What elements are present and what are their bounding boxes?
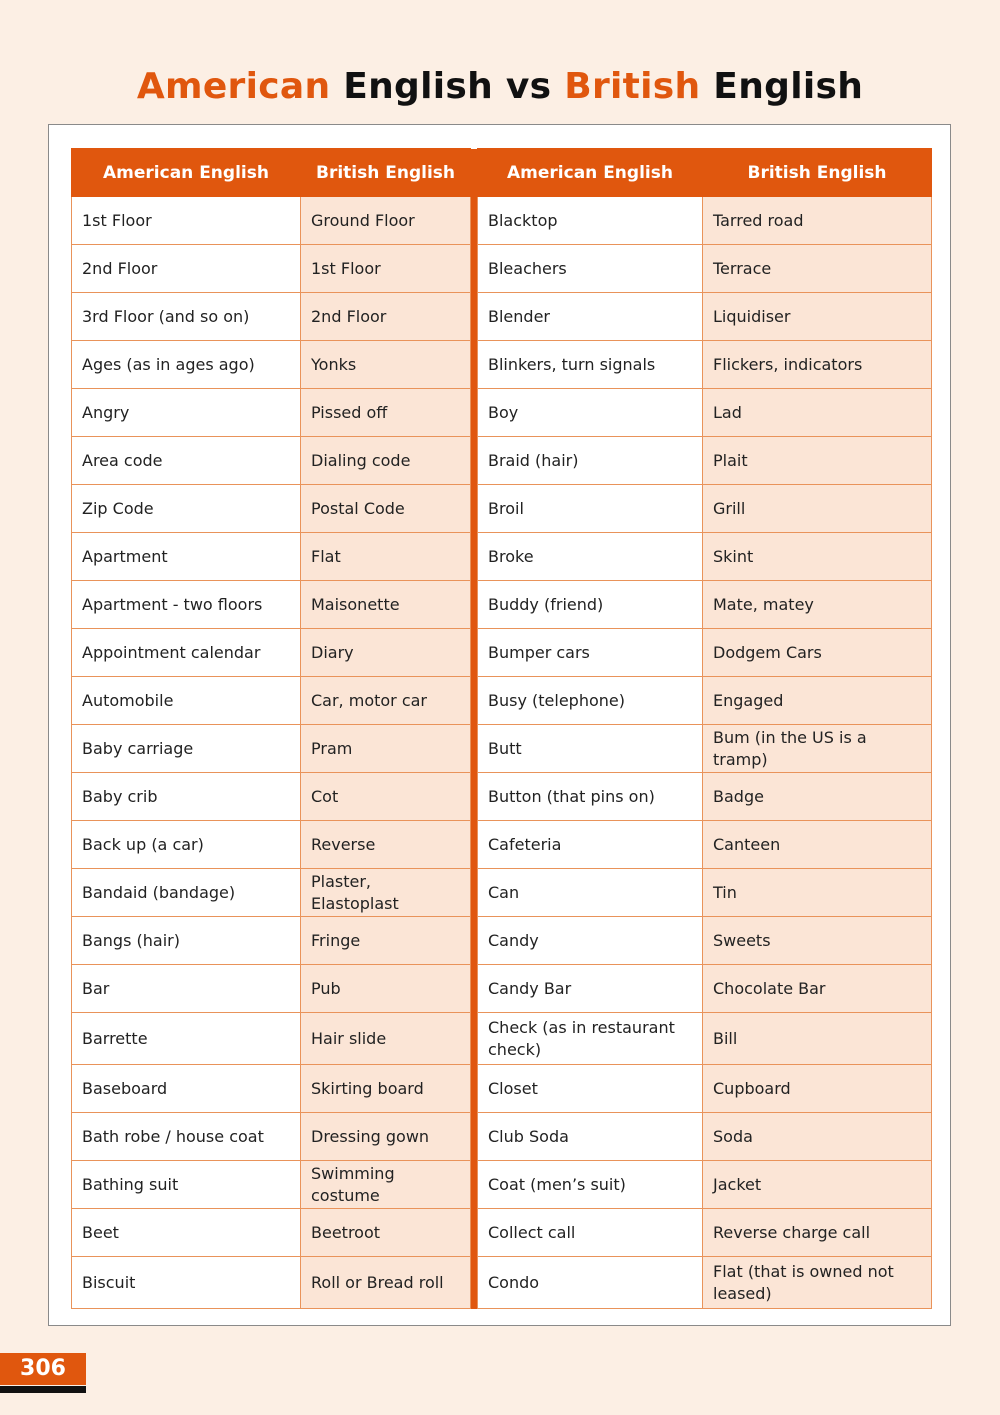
column-separator bbox=[471, 149, 478, 197]
cell-british-1: Pub bbox=[301, 965, 471, 1013]
table-row bbox=[72, 1209, 932, 1257]
cell-british-2: Soda bbox=[703, 1113, 932, 1161]
cell-american-1: Bathing suit bbox=[72, 1161, 301, 1209]
cell-american-2: Button (that pins on) bbox=[478, 773, 703, 821]
cell-british-1: Maisonette bbox=[301, 581, 471, 629]
cell-american-1: Back up (a car) bbox=[72, 821, 301, 869]
cell-british-2: Chocolate Bar bbox=[703, 965, 932, 1013]
cell-american-2: Broke bbox=[478, 533, 703, 581]
table-row bbox=[72, 965, 932, 1013]
cell-american-2: Check (as in restaurant check) bbox=[478, 1013, 703, 1065]
cell-american-2: Blender bbox=[478, 293, 703, 341]
cell-american-2: Broil bbox=[478, 485, 703, 533]
cell-british-1: Hair slide bbox=[301, 1013, 471, 1065]
table-row bbox=[72, 677, 932, 725]
cell-british-2: Bill bbox=[703, 1013, 932, 1065]
cell-american-1: Baby crib bbox=[72, 773, 301, 821]
vocabulary-table bbox=[71, 148, 932, 1309]
cell-british-2: Dodgem Cars bbox=[703, 629, 932, 677]
cell-british-2: Badge bbox=[703, 773, 932, 821]
table-row bbox=[72, 1113, 932, 1161]
table-row bbox=[72, 1013, 932, 1065]
column-separator bbox=[471, 389, 478, 437]
cell-british-2: Canteen bbox=[703, 821, 932, 869]
cell-american-2: Candy Bar bbox=[478, 965, 703, 1013]
page-number: 306 bbox=[0, 1353, 86, 1385]
cell-british-1: Ground Floor bbox=[301, 197, 471, 245]
cell-british-2: Reverse charge call bbox=[703, 1209, 932, 1257]
cell-british-1: Diary bbox=[301, 629, 471, 677]
cell-british-2: Lad bbox=[703, 389, 932, 437]
table-row bbox=[72, 1065, 932, 1113]
cell-american-1: Zip Code bbox=[72, 485, 301, 533]
cell-british-1: Cot bbox=[301, 773, 471, 821]
cell-american-2: Blinkers, turn signals bbox=[478, 341, 703, 389]
cell-british-1: Car, motor car bbox=[301, 677, 471, 725]
column-separator bbox=[471, 1013, 478, 1065]
table-row bbox=[72, 917, 932, 965]
cell-american-1: Beet bbox=[72, 1209, 301, 1257]
cell-british-1: Skirting board bbox=[301, 1065, 471, 1113]
cell-british-2: Bum (in the US is a tramp) bbox=[703, 725, 932, 773]
title-english: English bbox=[700, 66, 864, 107]
cell-american-2: Butt bbox=[478, 725, 703, 773]
cell-american-2: Buddy (friend) bbox=[478, 581, 703, 629]
cell-british-1: Postal Code bbox=[301, 485, 471, 533]
column-separator bbox=[471, 773, 478, 821]
column-separator bbox=[471, 917, 478, 965]
cell-american-2: Cafeteria bbox=[478, 821, 703, 869]
cell-american-1: Baby carriage bbox=[72, 725, 301, 773]
header-british-1: British English bbox=[301, 149, 471, 197]
header-british-2: British English bbox=[703, 149, 932, 197]
title-british: British bbox=[564, 66, 701, 107]
table-row bbox=[72, 629, 932, 677]
column-separator bbox=[471, 581, 478, 629]
table-row bbox=[72, 1161, 932, 1209]
cell-american-2: Club Soda bbox=[478, 1113, 703, 1161]
table-row bbox=[72, 341, 932, 389]
table-row bbox=[72, 245, 932, 293]
cell-british-1: Swimming costume bbox=[301, 1161, 471, 1209]
cell-american-2: Braid (hair) bbox=[478, 437, 703, 485]
table-row bbox=[72, 869, 932, 917]
table-row bbox=[72, 293, 932, 341]
table-row bbox=[72, 437, 932, 485]
cell-british-2: Plait bbox=[703, 437, 932, 485]
column-separator bbox=[471, 1209, 478, 1257]
column-separator bbox=[471, 965, 478, 1013]
column-separator bbox=[471, 245, 478, 293]
column-separator bbox=[471, 1257, 478, 1309]
cell-british-1: Reverse bbox=[301, 821, 471, 869]
cell-british-2: Tarred road bbox=[703, 197, 932, 245]
cell-british-1: 1st Floor bbox=[301, 245, 471, 293]
cell-american-1: 3rd Floor (and so on) bbox=[72, 293, 301, 341]
column-separator bbox=[471, 629, 478, 677]
title-american: American bbox=[136, 66, 331, 107]
column-separator bbox=[471, 485, 478, 533]
cell-british-1: Roll or Bread roll bbox=[301, 1257, 471, 1309]
table-row bbox=[72, 1257, 932, 1309]
cell-american-1: 2nd Floor bbox=[72, 245, 301, 293]
cell-british-2: Engaged bbox=[703, 677, 932, 725]
cell-american-1: Area code bbox=[72, 437, 301, 485]
cell-american-1: Bath robe / house coat bbox=[72, 1113, 301, 1161]
cell-american-2: Bumper cars bbox=[478, 629, 703, 677]
cell-american-1: Appointment calendar bbox=[72, 629, 301, 677]
cell-american-2: Busy (telephone) bbox=[478, 677, 703, 725]
table-body bbox=[72, 197, 932, 1309]
cell-british-2: Terrace bbox=[703, 245, 932, 293]
table-row bbox=[72, 533, 932, 581]
cell-american-2: Collect call bbox=[478, 1209, 703, 1257]
column-separator bbox=[471, 1161, 478, 1209]
cell-british-2: Cupboard bbox=[703, 1065, 932, 1113]
cell-american-1: Ages (as in ages ago) bbox=[72, 341, 301, 389]
cell-american-1: Apartment - two floors bbox=[72, 581, 301, 629]
cell-american-1: Barrette bbox=[72, 1013, 301, 1065]
cell-british-2: Sweets bbox=[703, 917, 932, 965]
cell-british-1: 2nd Floor bbox=[301, 293, 471, 341]
cell-american-1: Bangs (hair) bbox=[72, 917, 301, 965]
page-number-underline bbox=[0, 1386, 86, 1393]
column-separator bbox=[471, 821, 478, 869]
cell-american-2: Candy bbox=[478, 917, 703, 965]
cell-british-2: Flickers, indicators bbox=[703, 341, 932, 389]
cell-american-1: Biscuit bbox=[72, 1257, 301, 1309]
cell-american-1: Apartment bbox=[72, 533, 301, 581]
table-row bbox=[72, 197, 932, 245]
title-english-vs: English vs bbox=[330, 66, 565, 107]
cell-american-2: Coat (men’s suit) bbox=[478, 1161, 703, 1209]
header-american-1: American English bbox=[72, 149, 301, 197]
table-row bbox=[72, 389, 932, 437]
table-row bbox=[72, 581, 932, 629]
cell-british-1: Beetroot bbox=[301, 1209, 471, 1257]
cell-british-2: Mate, matey bbox=[703, 581, 932, 629]
table-row bbox=[72, 485, 932, 533]
header-american-2: American English bbox=[478, 149, 703, 197]
table-row bbox=[72, 821, 932, 869]
cell-british-2: Grill bbox=[703, 485, 932, 533]
cell-british-2: Flat (that is owned not leased) bbox=[703, 1257, 932, 1309]
cell-american-2: Blacktop bbox=[478, 197, 703, 245]
cell-american-1: Angry bbox=[72, 389, 301, 437]
column-separator bbox=[471, 437, 478, 485]
cell-british-2: Skint bbox=[703, 533, 932, 581]
column-separator bbox=[471, 341, 478, 389]
table-row bbox=[72, 773, 932, 821]
cell-british-1: Plaster, Elastoplast bbox=[301, 869, 471, 917]
cell-british-1: Dialing code bbox=[301, 437, 471, 485]
column-separator bbox=[471, 725, 478, 773]
column-separator bbox=[471, 533, 478, 581]
column-separator bbox=[471, 677, 478, 725]
cell-american-1: Automobile bbox=[72, 677, 301, 725]
cell-american-2: Bleachers bbox=[478, 245, 703, 293]
cell-british-1: Flat bbox=[301, 533, 471, 581]
cell-american-1: Bar bbox=[72, 965, 301, 1013]
cell-british-1: Pissed off bbox=[301, 389, 471, 437]
cell-british-1: Pram bbox=[301, 725, 471, 773]
page-title bbox=[0, 66, 1000, 107]
cell-british-1: Yonks bbox=[301, 341, 471, 389]
cell-american-2: Boy bbox=[478, 389, 703, 437]
cell-american-1: Bandaid (bandage) bbox=[72, 869, 301, 917]
column-separator bbox=[471, 869, 478, 917]
table-row bbox=[72, 725, 932, 773]
cell-british-2: Tin bbox=[703, 869, 932, 917]
column-separator bbox=[471, 1065, 478, 1113]
cell-british-1: Dressing gown bbox=[301, 1113, 471, 1161]
cell-british-2: Liquidiser bbox=[703, 293, 932, 341]
column-separator bbox=[471, 1113, 478, 1161]
cell-american-1: Baseboard bbox=[72, 1065, 301, 1113]
cell-american-2: Closet bbox=[478, 1065, 703, 1113]
cell-american-1: 1st Floor bbox=[72, 197, 301, 245]
column-separator bbox=[471, 197, 478, 245]
column-separator bbox=[471, 293, 478, 341]
cell-british-1: Fringe bbox=[301, 917, 471, 965]
cell-american-2: Can bbox=[478, 869, 703, 917]
table-header-row bbox=[72, 149, 932, 197]
cell-american-2: Condo bbox=[478, 1257, 703, 1309]
cell-british-2: Jacket bbox=[703, 1161, 932, 1209]
